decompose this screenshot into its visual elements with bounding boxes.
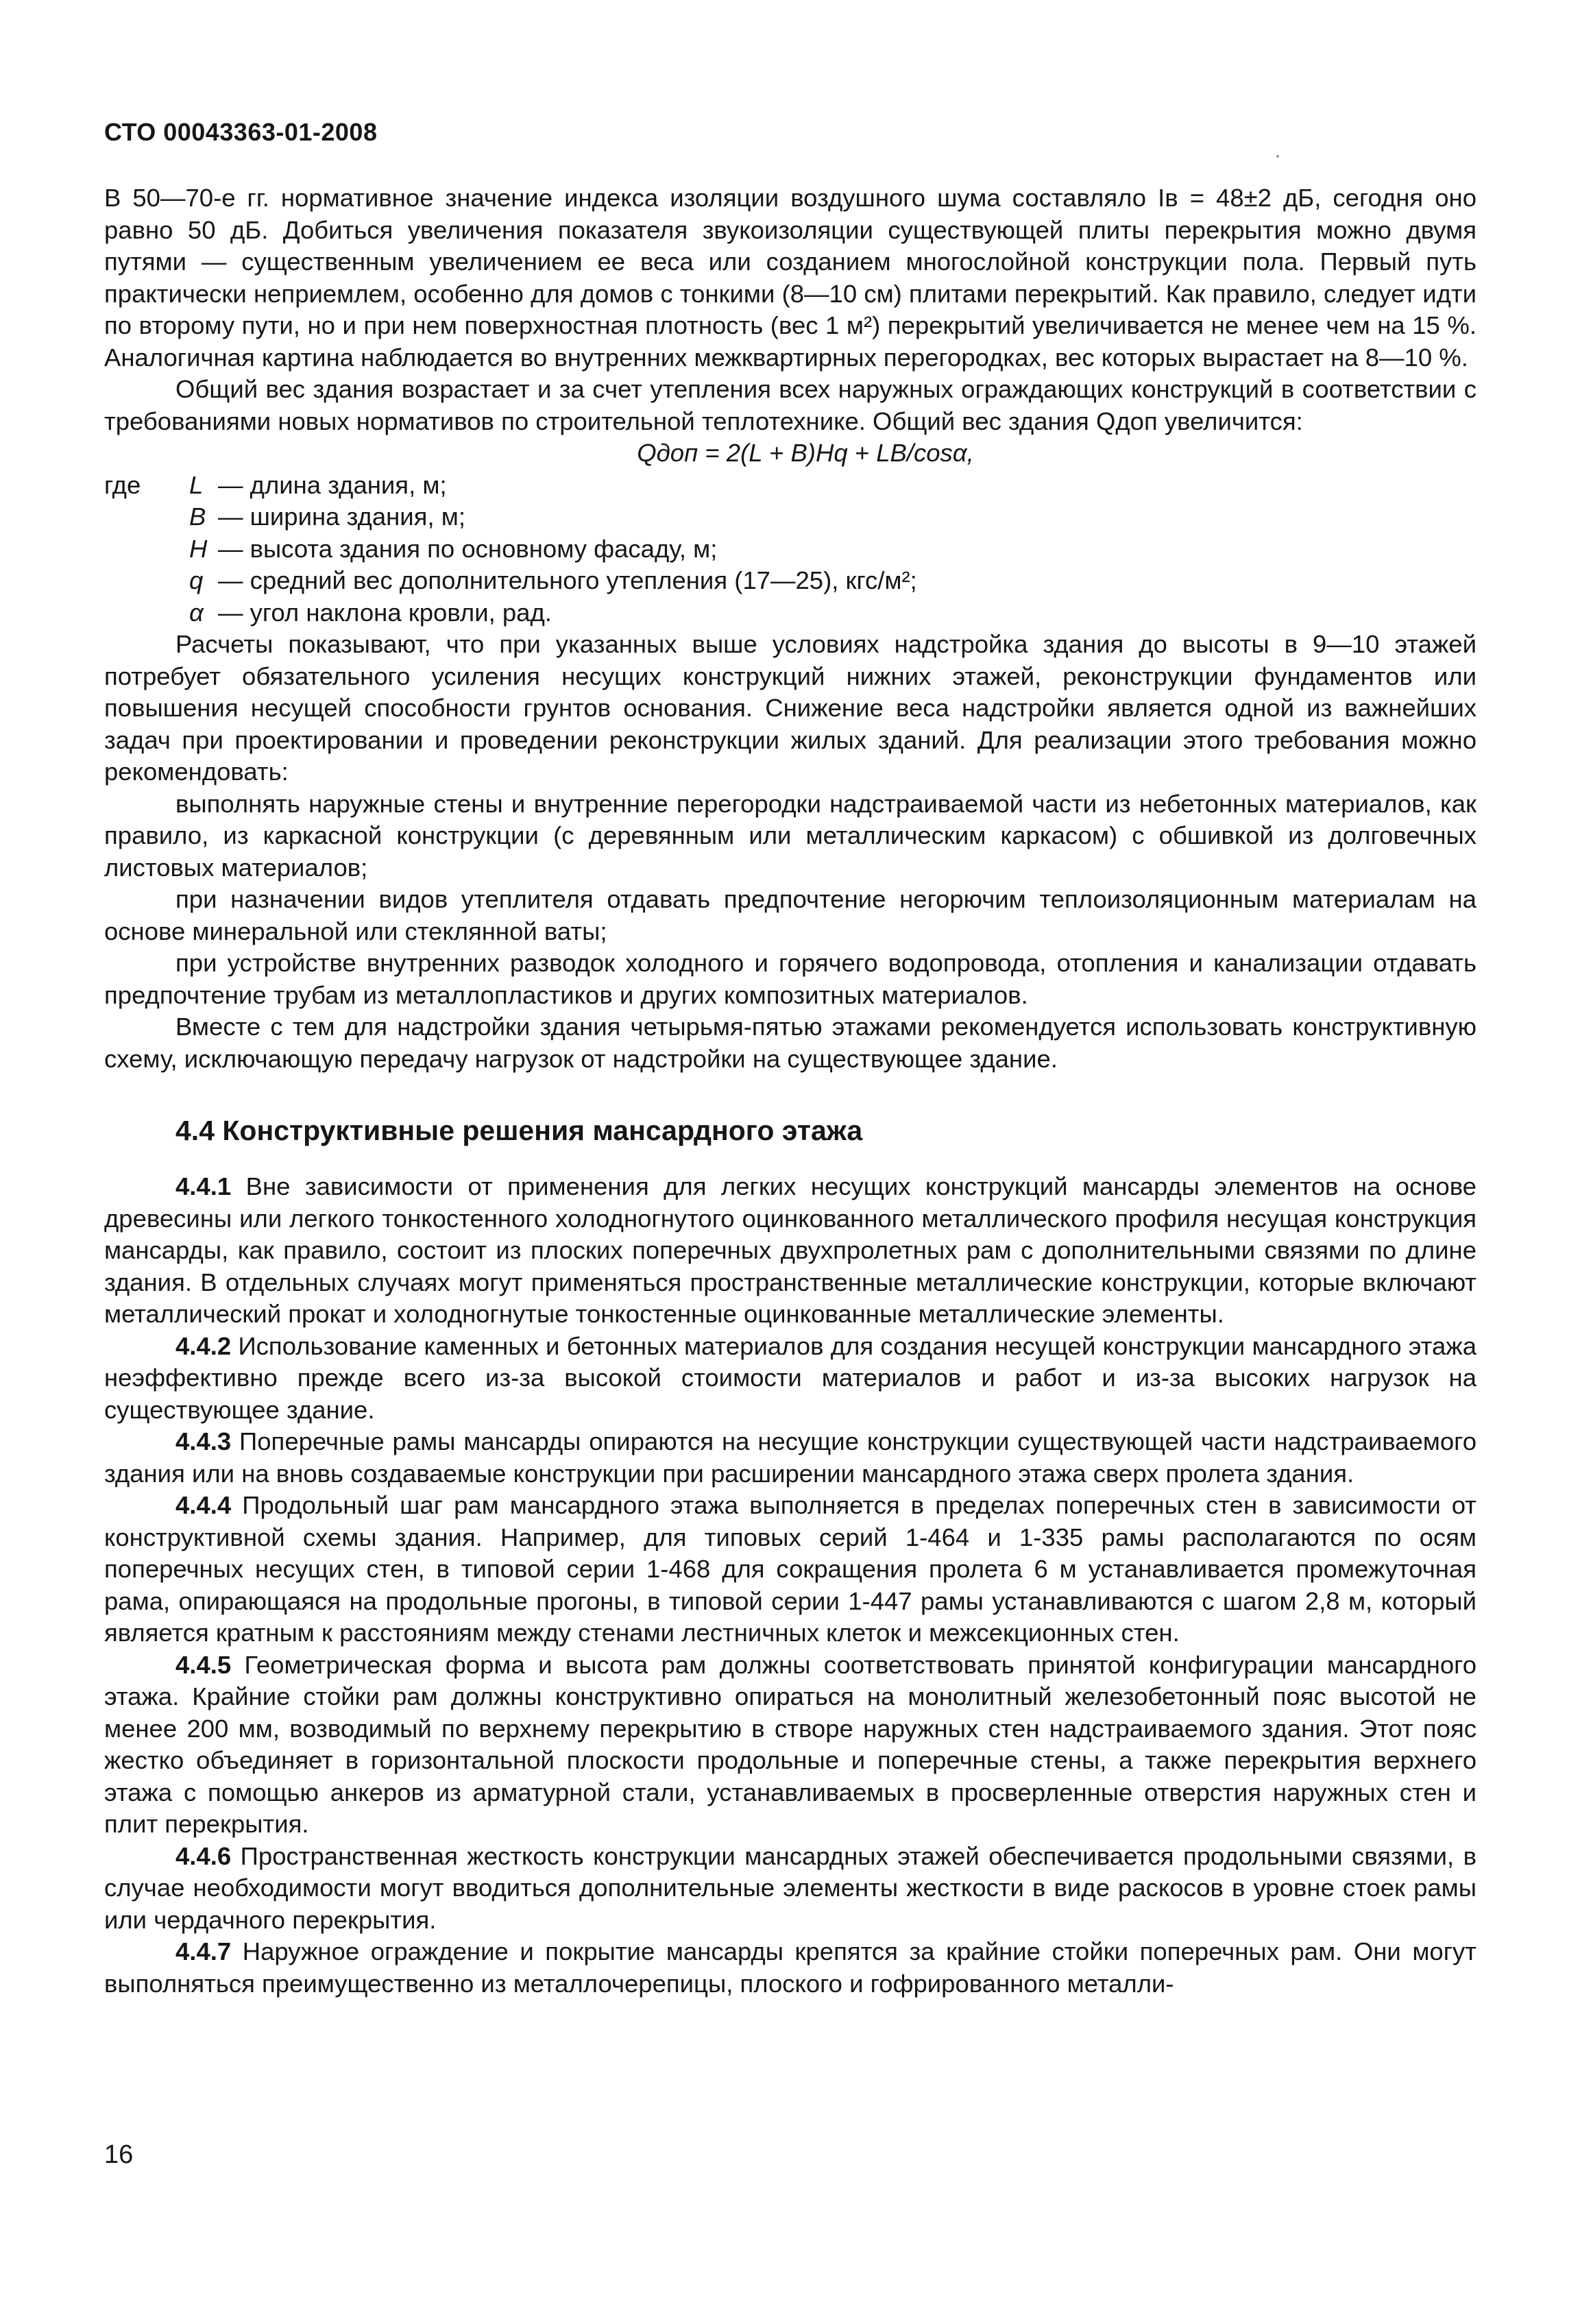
formula-additional-weight xyxy=(104,437,1476,470)
definition-row xyxy=(104,597,1476,629)
document-header: СТО 00043363-01-2008 xyxy=(104,118,378,146)
clause-4-4-7 xyxy=(104,1936,1476,2000)
clause-4-4-4 xyxy=(104,1490,1476,1649)
recommendation-walls: выполнять наружные стены и внутренние перегородки надстраиваемой части из небетонных материалов, как правило, из каркасной конструкции (с деревянным или металлическим каркасом) с обшивкой из долговечных листовых материалов; xyxy=(104,789,1476,882)
clause-text: Продольный шаг рам мансардного этажа выполняется в пределах поперечных стен в зависимости от конструктивной схемы здания. Например, для типовых серий 1-464 и 1-335 рамы располагаются по осям поперечных несущих стен, в типовой серии 1-468 для сокращения пролета 6 м устанавливается промежуточная рама, опирающаяся на продольные прогоны, в типовой серии 1-447 рамы устанавливаются с шагом 2,8 м, который является кратным к расстояниям между стенами лестничных клеток и межсекционных стен. xyxy=(104,1491,1476,1647)
clause-number: 4.4.3 xyxy=(175,1427,232,1455)
clause-text: Вне зависимости от применения для легких несущих конструкций мансарды элементов на основе древесины или легкого тонкостенного холодногнутого оцинкованного металлического профиля несущая конструкция мансарды, как правило, состоит из плоских поперечных двухпролетных рам с дополнительными связями по длине здания. В отдельных случаях могут применяться пространственные металлические конструкции, которые включают металлический прокат и холодногнутые тонкостенные оцинкованные металлические элементы. xyxy=(104,1172,1476,1328)
clause-4-4-1 xyxy=(104,1171,1476,1331)
definition-symbol: L xyxy=(189,470,204,499)
clause-text: Геометрическая форма и высота рам должны соответствовать принятой конфигурации мансардного этажа. Крайние стойки рам должны конструктивно опираться на монолитный железобетонный пояс высотой не менее 200 мм, возводимый по верхнему перекрытию в створе наружных стен надстраиваемого здания. Этот пояс жестко объединяет в горизонтальной плоскости продольные и поперечные стены, а также перекрытия верхнего этажа с помощью анкеров из арматурной стали, устанавливаемых в просверленные отверстия наружных стен и плит перекрытия. xyxy=(104,1650,1476,1838)
where-label: где xyxy=(104,470,141,499)
definition-row xyxy=(104,565,1476,597)
definition-text: — высота здания по основному фасаду, м; xyxy=(218,534,718,563)
definition-row xyxy=(104,501,1476,533)
clause-number: 4.4.4 xyxy=(175,1491,232,1519)
clause-text: Пространственная жесткость конструкции мансардных этажей обеспечивается продольными связями, в случае необходимости могут вводиться дополнительные элементы жесткости в виде раскосов в уровне стоек рамы или чердачного перекрытия. xyxy=(104,1841,1476,1934)
clause-4-4-6 xyxy=(104,1841,1476,1937)
definition-row xyxy=(104,470,1476,502)
paragraph-calculations: Расчеты показывают, что при указанных выше условиях надстройка здания до высоты в 9—10 этажей потребует обязательного усиления несущих конструкций нижних этажей, реконструкции фундаментов или повышения несущей способности грунтов основания. Снижение веса надстройки является одной из важнейших задач при проектировании и проведении реконструкции жилых зданий. Для реализации этого требования можно рекомендовать: xyxy=(104,630,1476,786)
paragraph-structural-scheme: Вместе с тем для надстройки здания четырьмя-пятью этажами рекомендуется использовать конструктивную схему, исключающую передачу нагрузок от надстройки на существующее здание. xyxy=(104,1013,1476,1073)
clause-4-4-3 xyxy=(104,1426,1476,1490)
recommendation-pipes: при устройстве внутренних разводок холодного и горячего водопровода, отопления и канализации отдавать предпочтение трубам из металлопластиков и других композитных материалов. xyxy=(104,949,1476,1009)
definition-text: — ширина здания, м; xyxy=(218,503,465,531)
clause-number: 4.4.1 xyxy=(175,1172,232,1200)
clause-number: 4.4.5 xyxy=(175,1650,232,1679)
recommendation-insulation: при назначении видов утеплителя отдавать предпочтение негорючим теплоизоляционным материалам на основе минеральной или стеклянной ваты; xyxy=(104,885,1476,945)
scan-speck xyxy=(1276,155,1279,158)
clause-text: Наружное ограждение и покрытие мансарды крепятся за крайние стойки поперечных рам. Они могут выполняться преимущественно из металлочерепицы, плоского и гофрированного металли- xyxy=(104,1937,1476,1998)
formula-text: Qдоп = 2(L + B)Hq + LB/cosα, xyxy=(637,439,974,467)
definition-row xyxy=(104,533,1476,566)
page-content xyxy=(104,182,1476,2000)
clause-number: 4.4.7 xyxy=(175,1937,232,1965)
clause-number: 4.4.6 xyxy=(175,1841,232,1870)
definition-symbol: α xyxy=(189,598,204,627)
definition-text: — угол наклона кровли, рад. xyxy=(218,598,552,627)
paragraph-total-weight: Общий вес здания возрастает и за счет утепления всех наружных ограждающих конструкций в соответствии с требованиями новых нормативов по строительной теплотехнике. Общий вес здания Qдоп увеличится: xyxy=(104,375,1476,435)
clause-4-4-5 xyxy=(104,1649,1476,1841)
section-title: 4.4 Конструктивные решения мансардного этажа xyxy=(175,1115,863,1146)
clause-4-4-2 xyxy=(104,1331,1476,1427)
definition-text: — длина здания, м; xyxy=(218,470,447,499)
definition-text: — средний вес дополнительного утепления (17—25), кгс/м²; xyxy=(218,566,917,594)
definition-symbol: B xyxy=(189,503,206,531)
clause-text: Поперечные рамы мансарды опираются на несущие конструкции существующей части надстраиваемого здания или на вновь создаваемые конструкции при расширении мансардного этажа сверх пролета здания. xyxy=(104,1427,1476,1488)
clause-number: 4.4.2 xyxy=(175,1331,232,1360)
definitions-list xyxy=(104,470,1476,629)
paragraph-sound-insulation: В 50—70-е гг. нормативное значение индекса изоляции воздушного шума составляло Iв = 48±2 дБ, сегодня оно равно 50 дБ. Добиться увеличения показателя звукоизоляции существующей плиты перекрытия можно двумя путями — существенным увеличением ее веса или созданием многослойной конструкции пола. Первый путь практически неприемлем, особенно для домов с тонкими (8—10 см) плитами перекрытий. Как правило, следует идти по второму пути, но и при нем поверхностная плотность (вес 1 м²) перекрытий увеличивается не менее чем на 15 %. Аналогичная картина наблюдается во внутренних межквартирных перегородках, вес которых вырастает на 8—10 %. xyxy=(104,184,1476,372)
definition-symbol: H xyxy=(189,534,208,563)
clause-text: Использование каменных и бетонных материалов для создания несущей конструкции мансардного этажа неэффективно прежде всего из-за высокой стоимости материалов и работ и из-за высоких нагрузок на существующее здание. xyxy=(104,1331,1476,1424)
page-number: 16 xyxy=(104,2140,134,2169)
definition-symbol: q xyxy=(189,566,204,594)
